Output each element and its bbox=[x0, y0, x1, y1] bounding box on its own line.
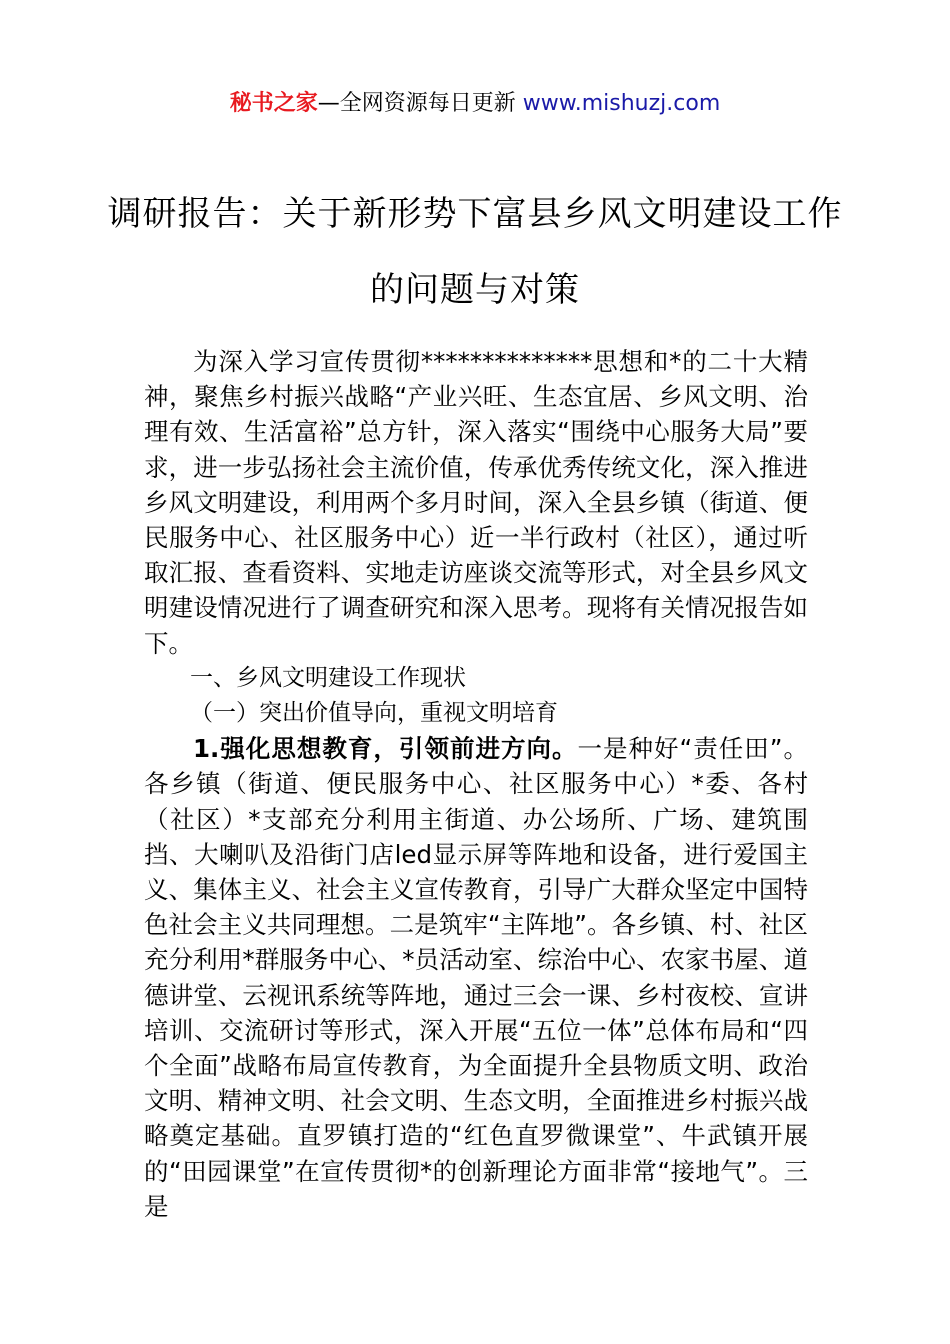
point-paragraph bbox=[144, 731, 808, 1224]
site-brand: 秘书之家 bbox=[229, 91, 318, 116]
point-body: 一是种好“责任田”。各乡镇（街道、便民服务中心、社区服务中心）*委、各村（社区）*支部充分利用主街道、办公场所、广场、建筑围挡、大喇叭及沿街门店led显示屏等阵地和设备，进行爱国主义、集体主义、社会主义宣传教育，引导广大群众坚定中国特色社会主义共同理想。二是筑牢“主阵地”。各乡镇、村、社区充分利用*群服务中心、*员活动室、综治中心、农家书屋、道德讲堂、云视讯系统等阵地，通过三会一课、乡村夜校、宣讲培训、交流研讨等形式，深入开展“五位一体”总体布局和“四个全面”战略布局宣传教育，为全面提升全县物质文明、政治文明、精神文明、社会文明、生态文明，全面推进乡村振兴战略奠定基础。直罗镇打造的“红色直罗微课堂”、牛武镇开展的“田园课堂”在宣传贯彻*的创新理论方面非常“接地气”。三是 bbox=[144, 734, 808, 1221]
intro-paragraph: 为深入学习宣传贯彻**************思想和*的二十大精神，聚焦乡村振兴战略“产业兴旺、生态宜居、乡风文明、治理有效、生活富裕”总方针，深入落实“围绕中心服务大局”要求，进一步弘扬社会主流价值，传承优秀传统文化，深入推进乡风文明建设，利用两个多月时间，深入全县乡镇（街道、便民服务中心、社区服务中心）近一半行政村（社区），通过听取汇报、查看资料、实地走访座谈交流等形式，对全县乡风文明建设情况进行了调查研究和深入思考。现将有关情况报告如下。 bbox=[144, 347, 808, 658]
site-header bbox=[0, 88, 950, 120]
document-body bbox=[144, 344, 808, 1224]
document-title: 调研报告：关于新形势下富县乡风文明建设工作的问题与对策 bbox=[107, 194, 843, 310]
section-heading: 一、乡风文明建设工作现状 bbox=[190, 664, 466, 691]
point-title: 1.强化思想教育，引领前进方向。 bbox=[193, 734, 578, 764]
site-url[interactable]: www.mishuzj.com bbox=[522, 91, 721, 116]
site-tagline: —全网资源每日更新 bbox=[317, 91, 516, 116]
subsection-heading: （一）突出价值导向，重视文明培育 bbox=[190, 700, 558, 727]
